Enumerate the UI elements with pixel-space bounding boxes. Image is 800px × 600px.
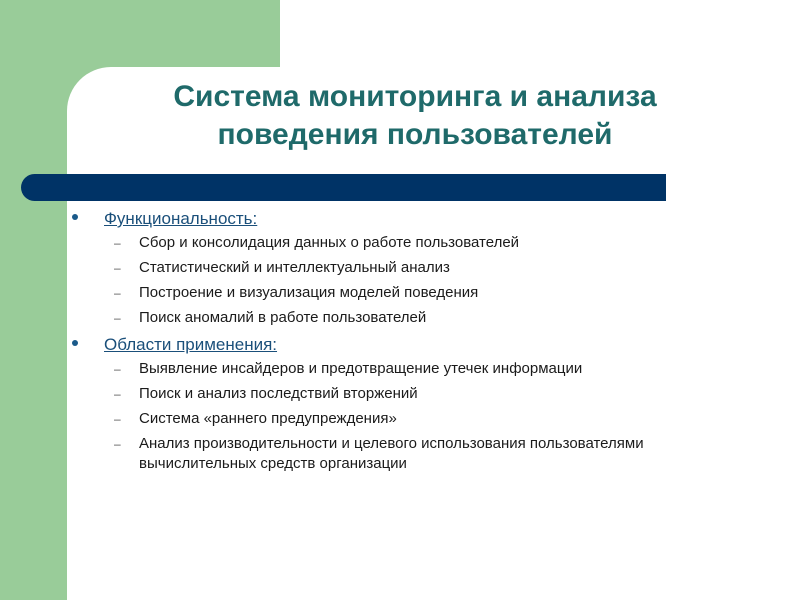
slide-title — [100, 78, 730, 154]
title-line-2: поведения пользователей — [217, 118, 613, 151]
list-item — [72, 233, 772, 253]
dash-icon: – — [114, 412, 121, 426]
list-item — [72, 384, 772, 404]
list-item-text: Поиск и анализ последствий вторжений — [139, 385, 418, 402]
section-heading-text: Функциональность: — [104, 209, 258, 228]
list-item — [72, 308, 772, 328]
section-applications — [72, 334, 772, 474]
list-item-text: Система «раннего предупреждения» — [139, 410, 397, 427]
list-item-text: Построение и визуализация моделей поведения — [139, 284, 479, 301]
list-item — [72, 409, 772, 429]
list-item — [72, 258, 772, 278]
dash-icon: – — [114, 261, 121, 275]
bullet-dot-icon — [72, 214, 78, 220]
dash-icon: – — [114, 387, 121, 401]
dash-icon: – — [114, 286, 121, 300]
section-heading — [72, 334, 772, 355]
list-item-text: Анализ производительности и целевого использования пользователями — [139, 435, 644, 452]
applications-list — [72, 359, 772, 474]
dash-icon: – — [114, 437, 121, 451]
list-item-text: Поиск аномалий в работе пользователей — [139, 309, 427, 326]
title-line-1: Система мониторинга и анализа — [173, 80, 657, 113]
slide-content — [72, 206, 772, 474]
section-functionality — [72, 208, 772, 328]
list-item — [72, 283, 772, 303]
list-item-text: Статистический и интеллектуальный анализ — [139, 259, 450, 276]
list-item-text: Выявление инсайдеров и предотвращение утечек информации — [139, 360, 583, 377]
bullet-dot-icon — [72, 340, 78, 346]
dash-icon: – — [114, 311, 121, 325]
list-item-text: Сбор и консолидация данных о работе пользователей — [139, 234, 520, 251]
list-item — [72, 359, 772, 379]
dash-icon: – — [114, 362, 121, 376]
functionality-list — [72, 233, 772, 328]
dash-icon: – — [114, 236, 121, 250]
section-heading — [72, 208, 772, 229]
list-item — [72, 434, 772, 474]
title-underline-bar — [21, 174, 666, 201]
list-item-text-continued: вычислительных средств организации — [139, 455, 407, 472]
section-heading-text: Области применения: — [104, 335, 278, 354]
